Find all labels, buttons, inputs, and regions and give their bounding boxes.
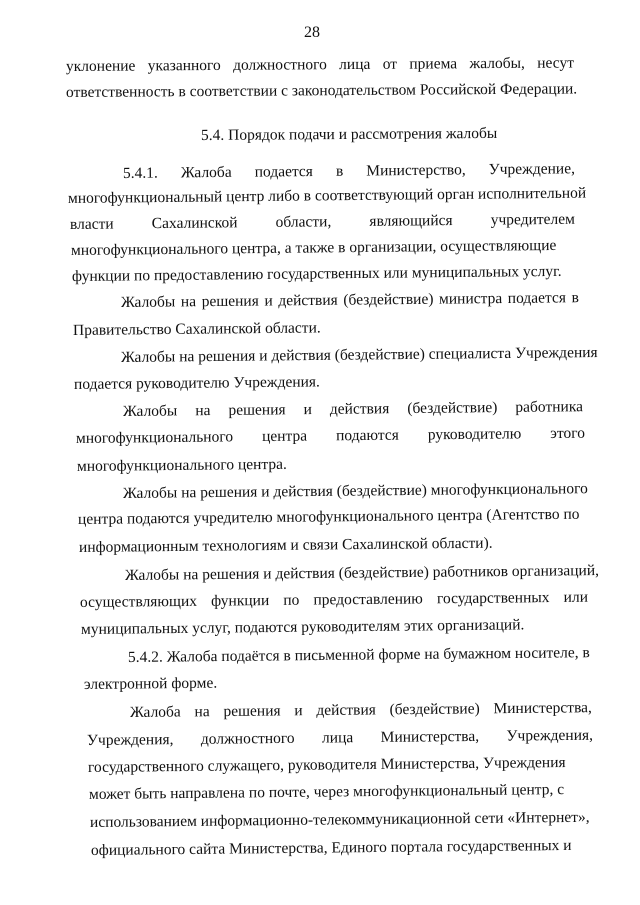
- text-word: области,: [275, 213, 332, 231]
- text-line: [80, 588, 588, 612]
- text-line: ответственность в соответствии с законодательством Российской Федерации.: [65, 80, 578, 101]
- text-line: центра подаются учредителю многофункционального центра (Агентство по: [77, 505, 580, 528]
- text-word: Учреждения,: [506, 726, 594, 745]
- text-word: подается: [507, 289, 567, 307]
- text-word: учредителем: [490, 210, 576, 229]
- text-line: [76, 424, 585, 448]
- text-line: многофункциональный центр либо в соответствующий орган исполнительной: [67, 184, 587, 207]
- text-line: 5.4.2. Жалоба подаётся в письменной форме на бумажном носителе, в: [127, 644, 590, 666]
- text-line: [123, 397, 583, 421]
- text-line: многофункционального центра, а также в организации, осуществляющие: [70, 236, 557, 259]
- text-word: Министерства,: [380, 727, 480, 746]
- text-line: электронной форме.: [83, 674, 218, 693]
- text-word: работника: [515, 398, 584, 416]
- text-line: информационным технологиям и связи Сахалинской области).: [78, 534, 493, 556]
- text-word: 5.4.1.: [122, 164, 158, 182]
- text-line: функции по предоставлению государственных или муниципальных услуг.: [71, 262, 562, 285]
- text-word: должностного: [200, 729, 295, 748]
- text-word: власти: [69, 215, 114, 233]
- text-word: уклонение: [65, 57, 136, 75]
- text-line: многофункционального центра.: [76, 455, 287, 475]
- text-word: и: [264, 292, 273, 310]
- text-line: использованием информационно-телекоммуникационной сети «Интернет»,: [89, 808, 590, 831]
- text-word: по: [283, 591, 300, 609]
- text-word: министра: [438, 290, 503, 308]
- text-line: [66, 53, 574, 76]
- text-word: несут: [537, 54, 575, 72]
- text-line: [130, 698, 592, 722]
- text-word: центра: [261, 427, 308, 446]
- text-word: или: [563, 588, 589, 606]
- text-word: (бездействие): [389, 700, 480, 719]
- text-word: многофункционального: [75, 428, 234, 447]
- text-line: [123, 159, 575, 183]
- text-word: действия: [329, 400, 390, 418]
- text-word: Министерство,: [366, 161, 466, 180]
- text-word: решения: [223, 702, 281, 721]
- text-word: действия: [316, 701, 376, 720]
- text-word: указанного: [147, 56, 221, 75]
- text-word: подается: [254, 163, 313, 181]
- text-word: решения: [201, 292, 259, 311]
- text-word: функции: [210, 592, 270, 610]
- text-word: Учреждения,: [86, 731, 174, 749]
- text-line: официального сайта Министерства, Единого портала государственных и: [90, 836, 572, 859]
- text-line: [87, 726, 593, 750]
- text-word: от: [382, 55, 398, 73]
- text-line: [121, 288, 579, 312]
- text-word: в: [571, 289, 579, 307]
- text-line: может быть направлена по почте, через многофункциональный центр, с: [88, 781, 565, 803]
- text-word: в: [335, 162, 344, 180]
- section-heading: 5.4. Порядок подачи и рассмотрения жалобы: [200, 124, 498, 144]
- page-number: 28: [304, 24, 320, 41]
- text-line: Жалобы на решения и действия (бездействие) специалиста Учреждения: [120, 344, 598, 366]
- text-word: действия: [278, 291, 338, 310]
- text-word: подаются: [335, 426, 399, 445]
- text-line: Жалобы на решения и действия (бездействие) работников организаций,: [124, 562, 600, 584]
- text-word: лица: [339, 55, 371, 74]
- text-word: Жалобы: [122, 402, 178, 420]
- text-word: Жалобы: [120, 293, 176, 311]
- text-word: предоставлению: [313, 590, 423, 609]
- text-word: Министерства,: [493, 699, 592, 718]
- text-word: на: [180, 293, 197, 311]
- text-word: Учреждение,: [488, 160, 576, 179]
- text-word: руководителю: [427, 425, 522, 444]
- text-word: государственных: [436, 589, 550, 608]
- text-word: лица: [321, 729, 354, 747]
- text-word: (бездействие): [407, 399, 498, 418]
- text-word: (бездействие): [343, 290, 434, 309]
- text-word: и: [294, 702, 303, 720]
- text-word: решения: [228, 401, 286, 419]
- text-line: подается руководителю Учреждения.: [73, 373, 320, 393]
- text-word: являющийся: [369, 211, 453, 230]
- text-word: этого: [550, 424, 586, 443]
- text-line: Жалобы на решения и действия (бездействие) многофункционального: [122, 480, 588, 502]
- text-word: Жалоба: [129, 703, 181, 721]
- text-line: государственного служащего, руководителя Министерства, Учреждения: [87, 753, 566, 776]
- text-line: [70, 210, 575, 234]
- text-line: Правительство Сахалинской области.: [72, 319, 321, 339]
- text-word: на: [194, 703, 210, 721]
- text-word: приема: [409, 55, 458, 73]
- text-word: жалобы,: [469, 54, 525, 73]
- text-word: должностного: [233, 56, 327, 74]
- text-word: Сахалинской: [151, 214, 238, 233]
- text-word: осуществляющих: [79, 592, 198, 611]
- text-word: на: [195, 402, 211, 420]
- text-line: муниципальных услуг, подаются руководителям этих организаций.: [80, 616, 525, 638]
- text-word: и: [303, 401, 312, 419]
- text-word: Жалоба: [180, 163, 232, 182]
